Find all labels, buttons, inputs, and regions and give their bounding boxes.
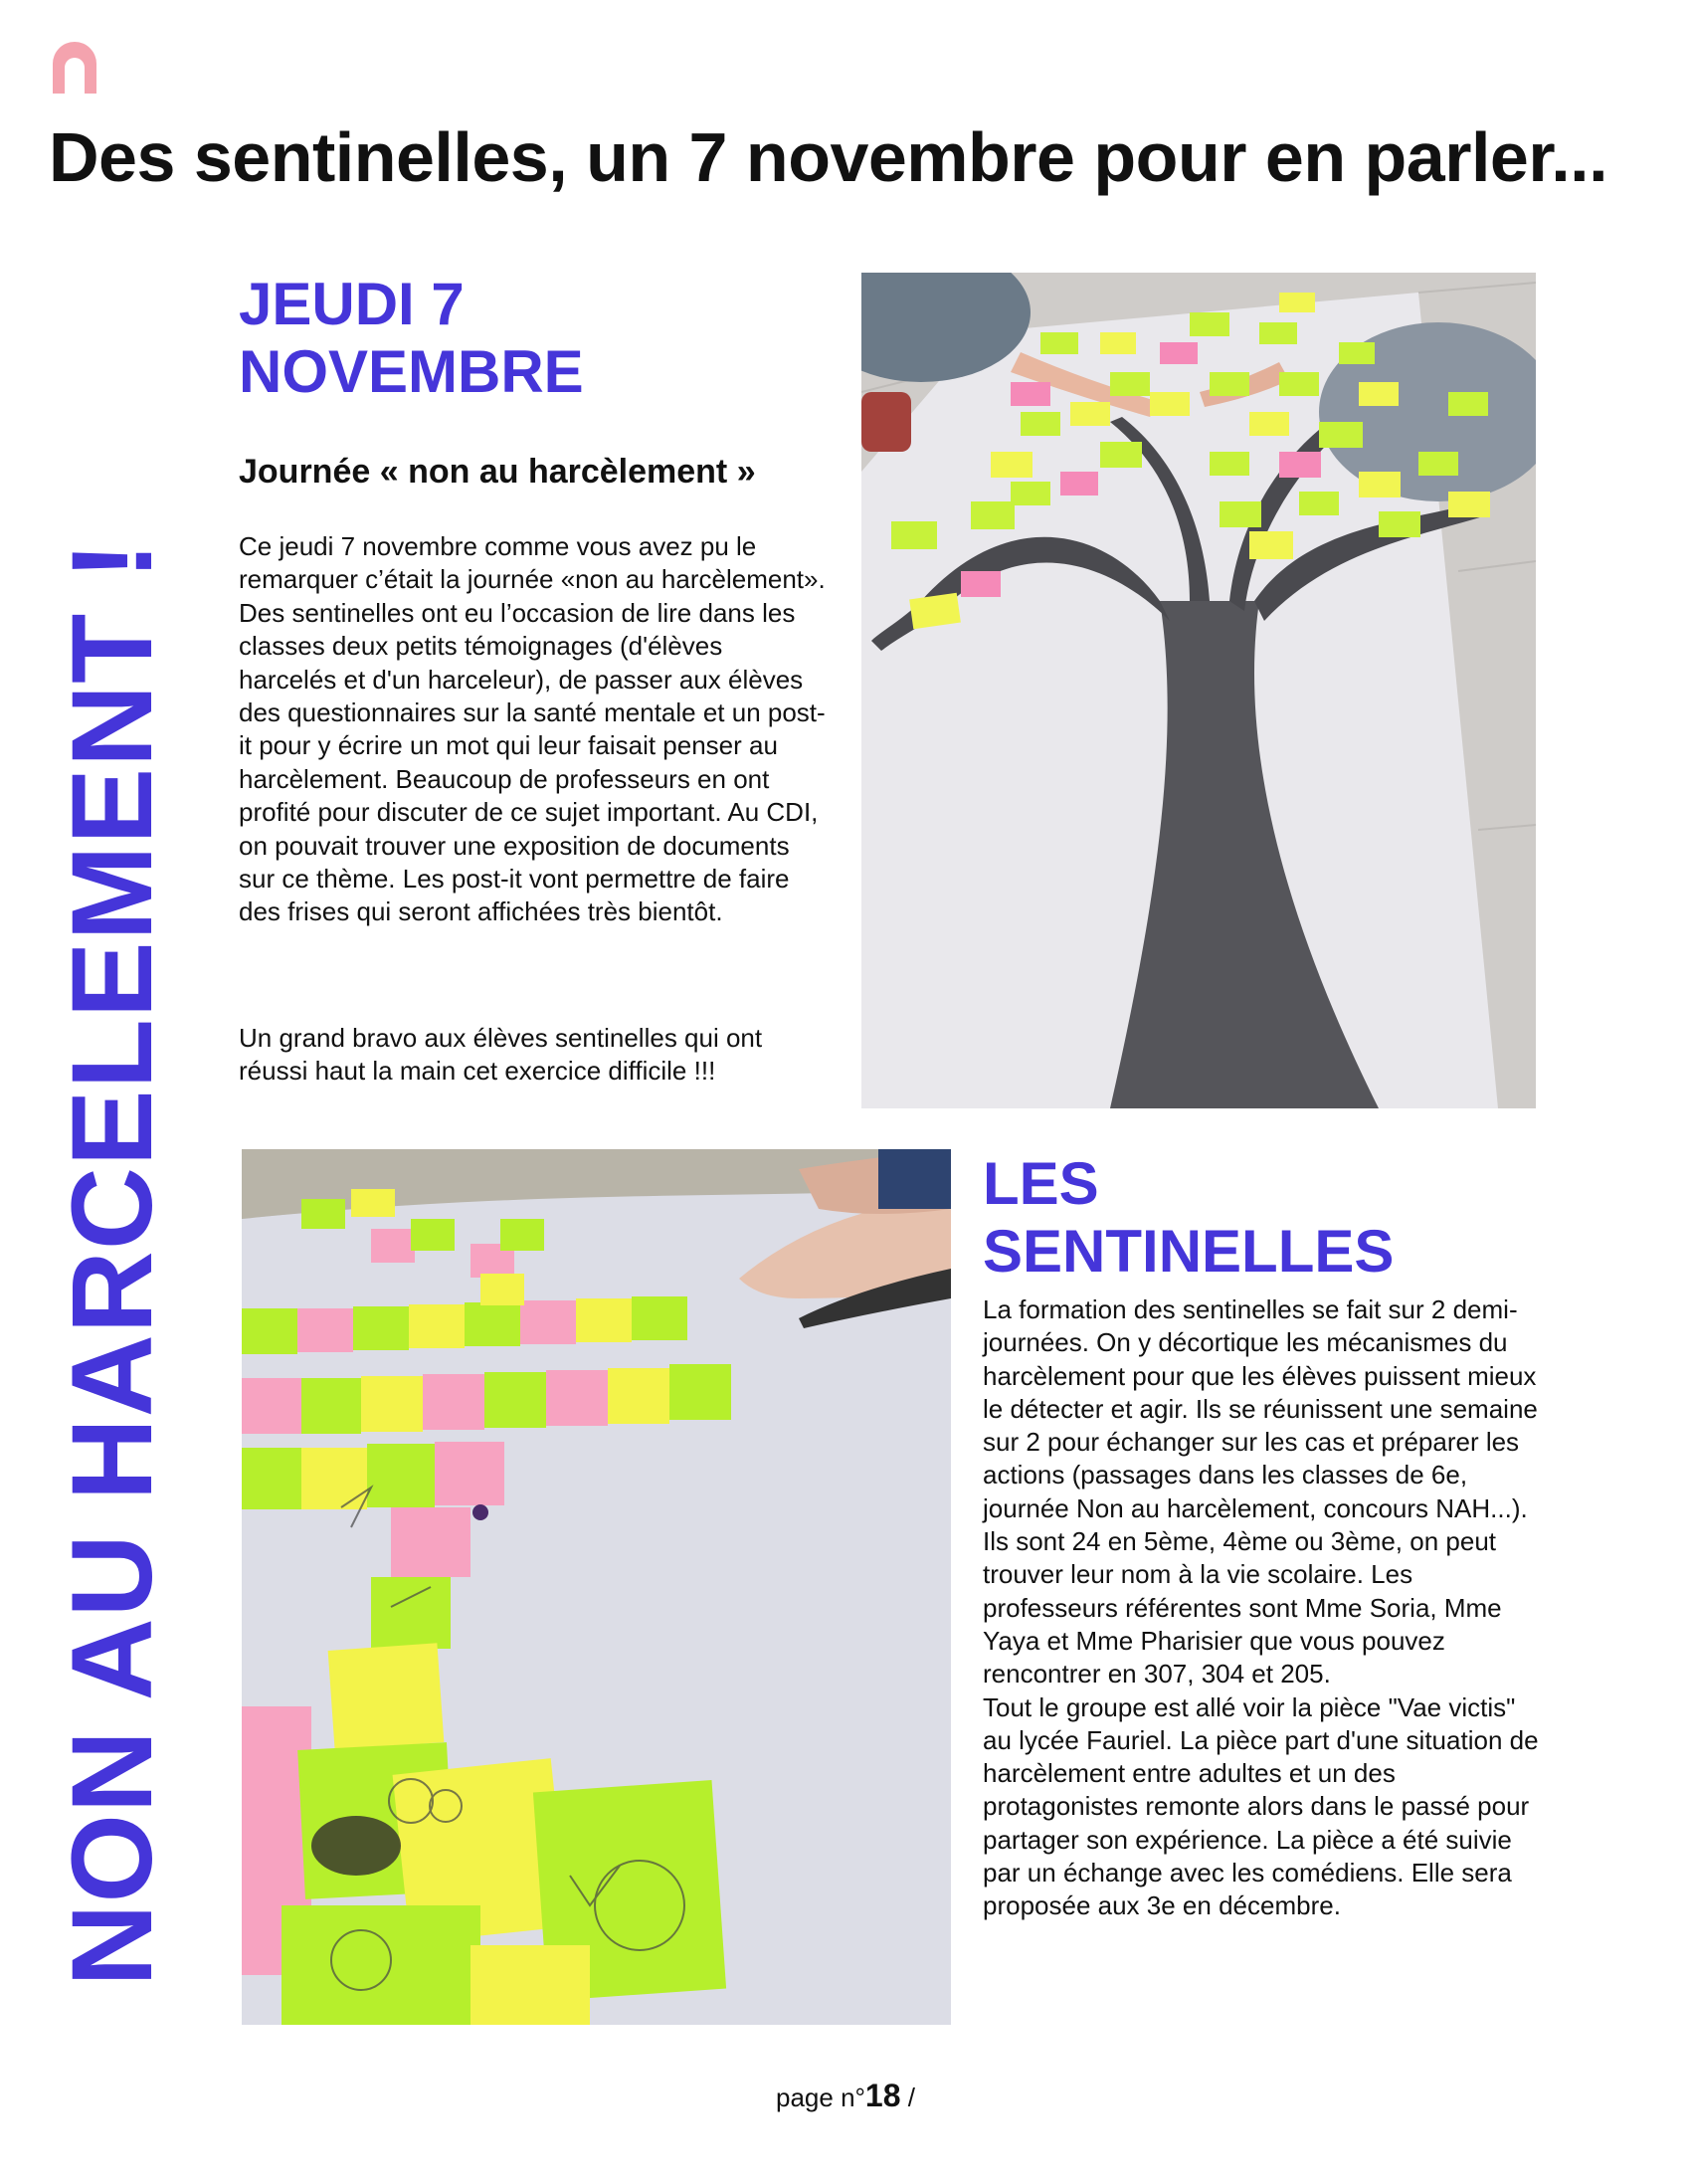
heading-line: LES bbox=[983, 1150, 1099, 1217]
page-number-value: 18 bbox=[864, 2078, 901, 2113]
frieze-photo bbox=[242, 1149, 951, 2025]
section-heading-sentinelles bbox=[983, 1150, 1460, 1286]
page-title: Des sentinelles, un 7 novembre pour en parler... bbox=[49, 118, 1608, 196]
heading-line: SENTINELLES bbox=[983, 1218, 1395, 1285]
side-banner bbox=[49, 502, 176, 2025]
page-number-prefix: page n° bbox=[776, 2083, 865, 2112]
section-subheading: Journée « non au harcèlement » bbox=[239, 453, 756, 491]
heading-line: JEUDI 7 bbox=[239, 271, 465, 337]
side-banner-text: NON AU HARCELEMENT ! bbox=[49, 540, 176, 1987]
tree-photo bbox=[861, 273, 1536, 1108]
section1-closing-paragraph: Un grand bravo aux élèves sentinelles qui ont réussi haut la main cet exercice difficile !!! bbox=[239, 1023, 763, 1087]
section1-paragraph: Ce jeudi 7 novembre comme vous avez pu le remarquer c’était la journée «non au harcèlement». Des sentinelles ont eu l’occasion de lire dans les classes deux petits témoignages (d'élèves harcelés et d'un harceleur), de passer aux élèves des questionnaires sur la santé mentale et un post-it pour y écrire un mot qui leur faisait penser au harcèlement. Beaucoup de professeurs en ont profité pour discuter de ce sujet important. Au CDI, on pouvait trouver une exposition de documents sur ce thème. Les post-it vont permettre de faire des frises qui seront affichées très bientôt. bbox=[239, 531, 826, 927]
section-heading-jeudi bbox=[239, 271, 796, 406]
page-number bbox=[0, 2078, 1691, 2114]
home-icon[interactable] bbox=[49, 38, 100, 96]
heading-line: NOVEMBRE bbox=[239, 338, 584, 405]
section2-paragraph: La formation des sentinelles se fait sur 2 demi-journées. On y décortique les mécanismes du harcèlement pour que les élèves puissent mieux le détecter et agir. Ils se réunissent une semaine sur 2 pour échanger sur les cas et préparer les actions (passages dans les classes de 6e, journée Non au harcèlement, concours NAH...). Ils sont 24 en 5ème, 4ème ou 3ème, on peut trouver leur nom à la vie scolaire. Les professeurs référentes sont Mme Soria, Mme Yaya et Mme Pharisier que vous pouvez rencontrer en 307, 304 et 205. Tout le groupe est allé voir la pièce "Vae victis" au lycée Fauriel. La pièce part d'une situation de harcèlement entre adultes et un des protagonistes remonte alors dans le passé pour partager son expérience. La pièce a été suivie par un échange avec les comédiens. Elle sera proposée aux 3e en décembre. bbox=[983, 1294, 1539, 1921]
page-number-suffix: / bbox=[907, 2083, 915, 2112]
